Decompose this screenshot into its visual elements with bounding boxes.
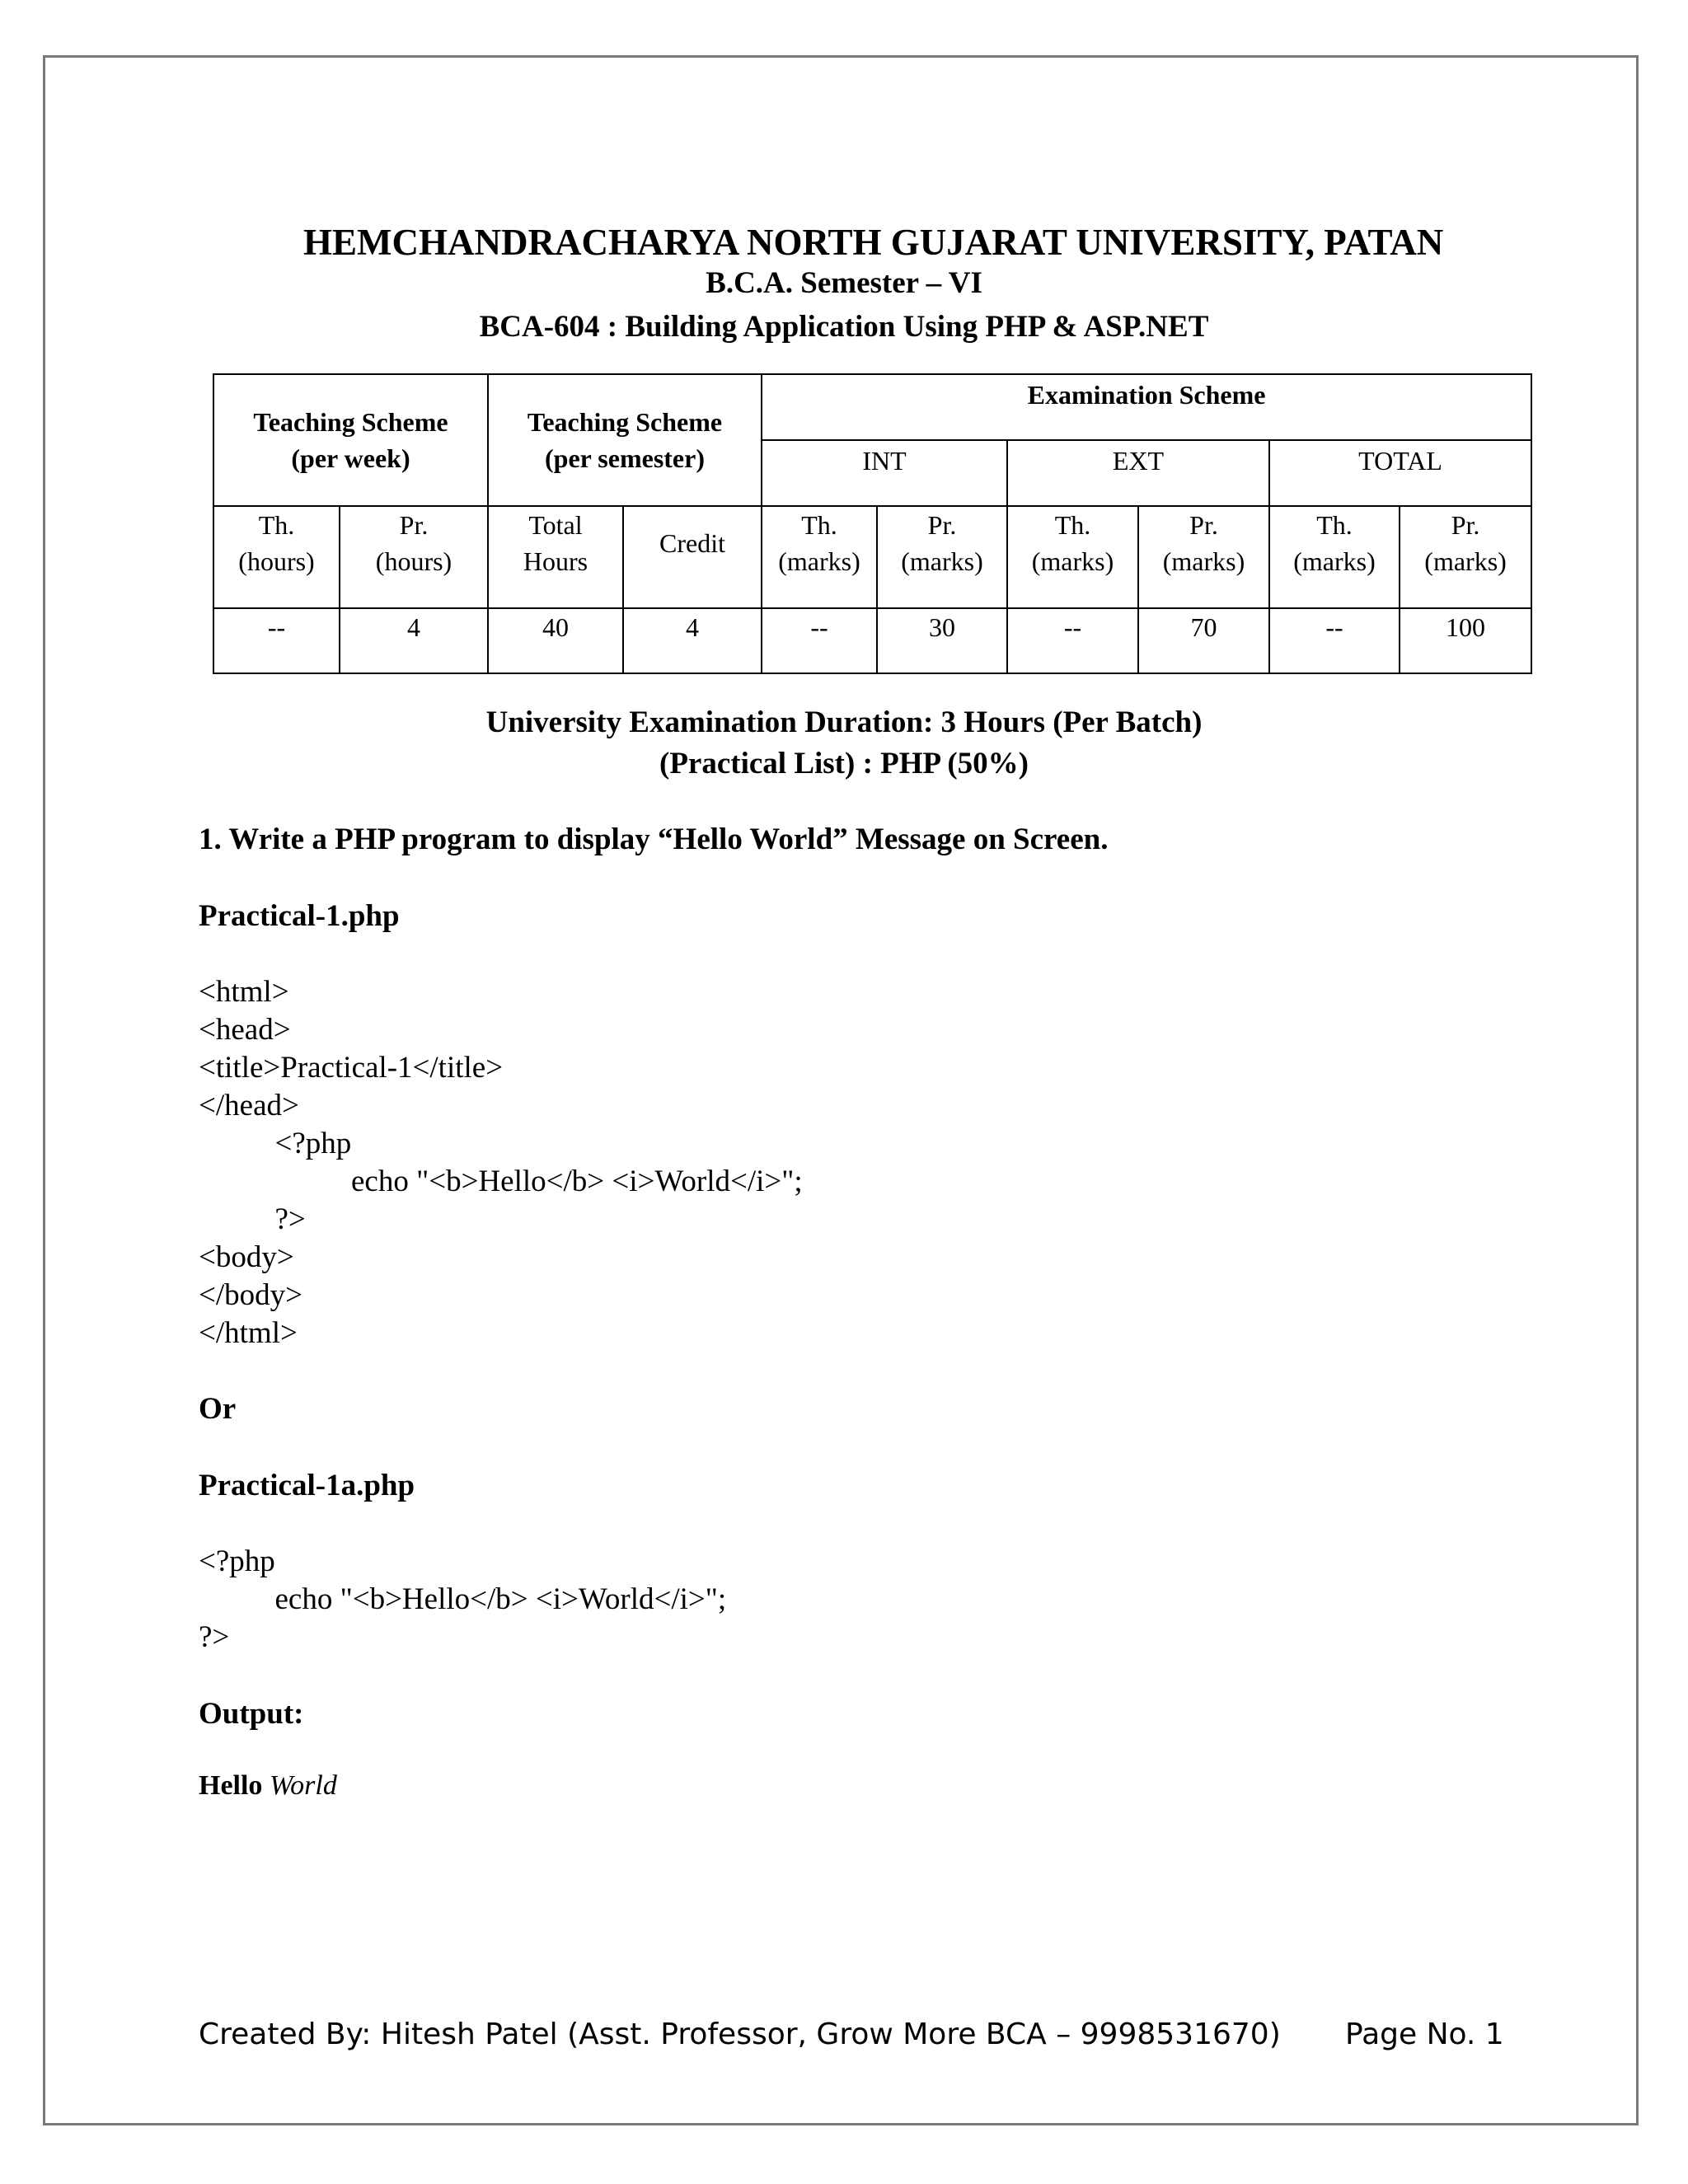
- col-header: Th. (marks): [1269, 506, 1400, 608]
- code-block-2: <?php echo "<b>Hello</b> <i>World</i>"; ?>: [199, 1544, 727, 1654]
- footer-created-by: Created By: Hitesh Patel (Asst. Professor, Grow More BCA – 9998531670): [199, 2018, 1281, 2051]
- output-value: [199, 1770, 337, 1802]
- table-cell: 4: [340, 608, 488, 673]
- file-name-2: Practical-1a.php: [199, 1469, 415, 1502]
- output-label: Output:: [199, 1697, 304, 1731]
- table-cell: --: [1007, 608, 1138, 673]
- or-label: Or: [199, 1392, 237, 1426]
- practical-list-title: (Practical List) : PHP (50%): [659, 747, 1029, 780]
- col-header: Pr. (marks): [1400, 506, 1531, 608]
- group-ext: EXT: [1007, 440, 1269, 505]
- output-world: World: [269, 1770, 337, 1801]
- course-title: BCA-604 : Building Application Using PHP & ASP.NET: [479, 310, 1209, 344]
- table-cell: --: [1269, 608, 1400, 673]
- col-header: Pr. (marks): [877, 506, 1007, 608]
- scheme-table: [213, 373, 1532, 674]
- footer-page-number: Page No. 1: [1345, 2018, 1504, 2051]
- teaching-week-header: Teaching Scheme (per week): [213, 374, 488, 506]
- col-header: Credit: [623, 506, 762, 608]
- group-int: INT: [762, 440, 1007, 505]
- col-header: Pr. (marks): [1138, 506, 1269, 608]
- group-total: TOTAL: [1269, 440, 1531, 505]
- question-1: 1. Write a PHP program to display “Hello World” Message on Screen.: [199, 823, 1109, 856]
- university-title: HEMCHANDRACHARYA NORTH GUJARAT UNIVERSITY, PATAN: [303, 222, 1444, 263]
- table-cell: 4: [623, 608, 762, 673]
- exam-scheme-header: Examination Scheme: [762, 374, 1531, 440]
- col-header: Th. (hours): [213, 506, 340, 608]
- table-cell: --: [762, 608, 877, 673]
- col-header: Pr. (hours): [340, 506, 488, 608]
- code-block-1: <html> <head> <title>Practical-1</title> </head> <?php echo "<b>Hello</b> <i>World</i>"; ?> <body> </body> </html>: [199, 975, 803, 1350]
- output-hello: Hello: [199, 1770, 263, 1801]
- table-cell: 70: [1138, 608, 1269, 673]
- teaching-semester-header: Teaching Scheme (per semester): [488, 374, 762, 506]
- col-header: Th. (marks): [1007, 506, 1138, 608]
- table-cell: 30: [877, 608, 1007, 673]
- semester-title: B.C.A. Semester – VI: [706, 266, 982, 300]
- table-cell: 100: [1400, 608, 1531, 673]
- table-cell: 40: [488, 608, 623, 673]
- col-header: Th. (marks): [762, 506, 877, 608]
- table-cell: --: [213, 608, 340, 673]
- exam-duration: University Examination Duration: 3 Hours (Per Batch): [485, 705, 1203, 739]
- file-name-1: Practical-1.php: [199, 899, 400, 933]
- col-header: Total Hours: [488, 506, 623, 608]
